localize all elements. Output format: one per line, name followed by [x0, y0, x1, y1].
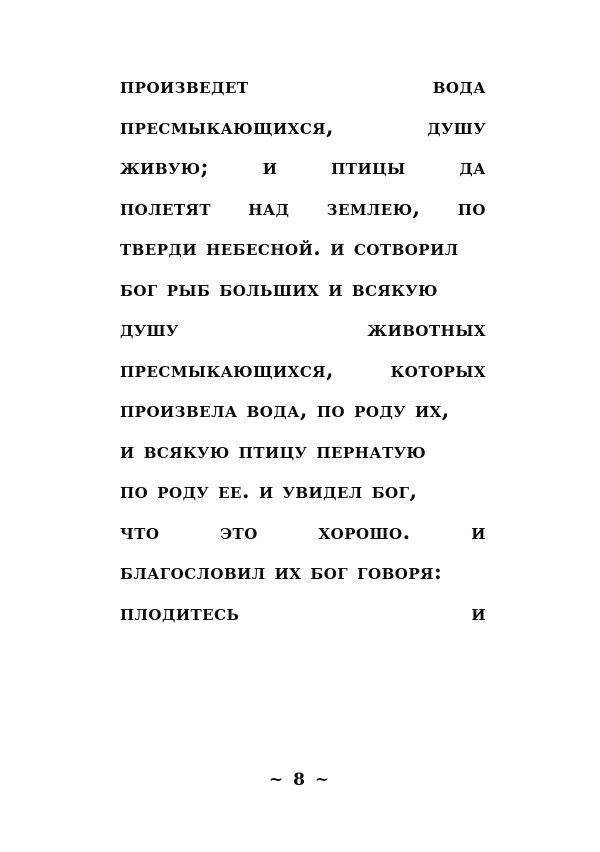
text-word: пресмыкающихся,	[120, 114, 334, 140]
text-word: благословил	[120, 560, 266, 585]
text-word: их	[274, 560, 302, 585]
text-word: плодитесь	[120, 600, 240, 626]
text-word: это	[220, 519, 258, 545]
text-word: всякую	[351, 276, 438, 302]
text-word: и	[262, 155, 278, 180]
text-word: и	[471, 600, 486, 626]
text-word: произвела	[120, 398, 238, 423]
text-word: и	[328, 276, 343, 302]
text-word: вода,	[246, 398, 308, 423]
text-word: душу	[120, 317, 179, 342]
text-word: роду	[157, 479, 210, 504]
text-word: пресмыкающихся,	[120, 357, 334, 383]
text-word: рыб	[166, 276, 211, 302]
text-word: и	[120, 438, 135, 464]
text-word: и	[258, 479, 274, 504]
text-word: по	[316, 398, 346, 423]
text-word: увидел	[282, 479, 363, 504]
text-line	[120, 519, 486, 545]
text-line	[120, 238, 486, 260]
text-word: пернатую	[316, 438, 427, 464]
text-word: хорошо.	[318, 519, 411, 545]
text-word: бог,	[371, 479, 418, 504]
text-word: которых	[390, 357, 486, 383]
text-word: небесной.	[206, 236, 322, 261]
text-line	[120, 400, 486, 422]
text-word: птицы	[331, 155, 406, 180]
text-word: и	[330, 236, 345, 261]
text-line	[120, 114, 486, 140]
body-text	[120, 76, 486, 643]
text-word: бог	[120, 276, 158, 302]
text-word: ее.	[218, 479, 250, 504]
text-word: тверди	[120, 236, 198, 261]
text-line	[120, 76, 486, 98]
text-word: роду	[354, 398, 406, 423]
text-word: по	[120, 479, 149, 504]
text-word: животных	[367, 317, 486, 342]
text-word: по	[457, 195, 486, 221]
text-word: птицу	[238, 438, 308, 464]
text-word: душу	[427, 114, 486, 140]
text-line	[120, 600, 486, 626]
text-word: их,	[414, 398, 450, 423]
text-line	[120, 276, 486, 302]
text-line	[120, 438, 486, 464]
text-word: над	[248, 195, 290, 221]
text-word: да	[459, 155, 486, 180]
text-line	[120, 357, 486, 383]
text-word: полетят	[120, 195, 211, 221]
text-line	[120, 481, 486, 503]
text-word: произведет	[120, 74, 249, 99]
text-line	[120, 562, 486, 584]
text-word: вода	[432, 74, 486, 99]
text-word: сотворил	[353, 236, 459, 261]
text-line	[120, 319, 486, 341]
text-word: всякую	[143, 438, 230, 464]
page-number: ~ 8 ~	[268, 770, 332, 790]
text-word: больших	[219, 276, 320, 302]
text-word: и	[471, 519, 486, 545]
text-word: землею,	[326, 195, 421, 221]
text-word: бог	[310, 560, 349, 585]
text-line	[120, 157, 486, 179]
text-word: что	[120, 519, 160, 545]
text-line	[120, 195, 486, 221]
text-word: живую;	[120, 155, 209, 180]
text-word: говоря:	[357, 560, 443, 585]
